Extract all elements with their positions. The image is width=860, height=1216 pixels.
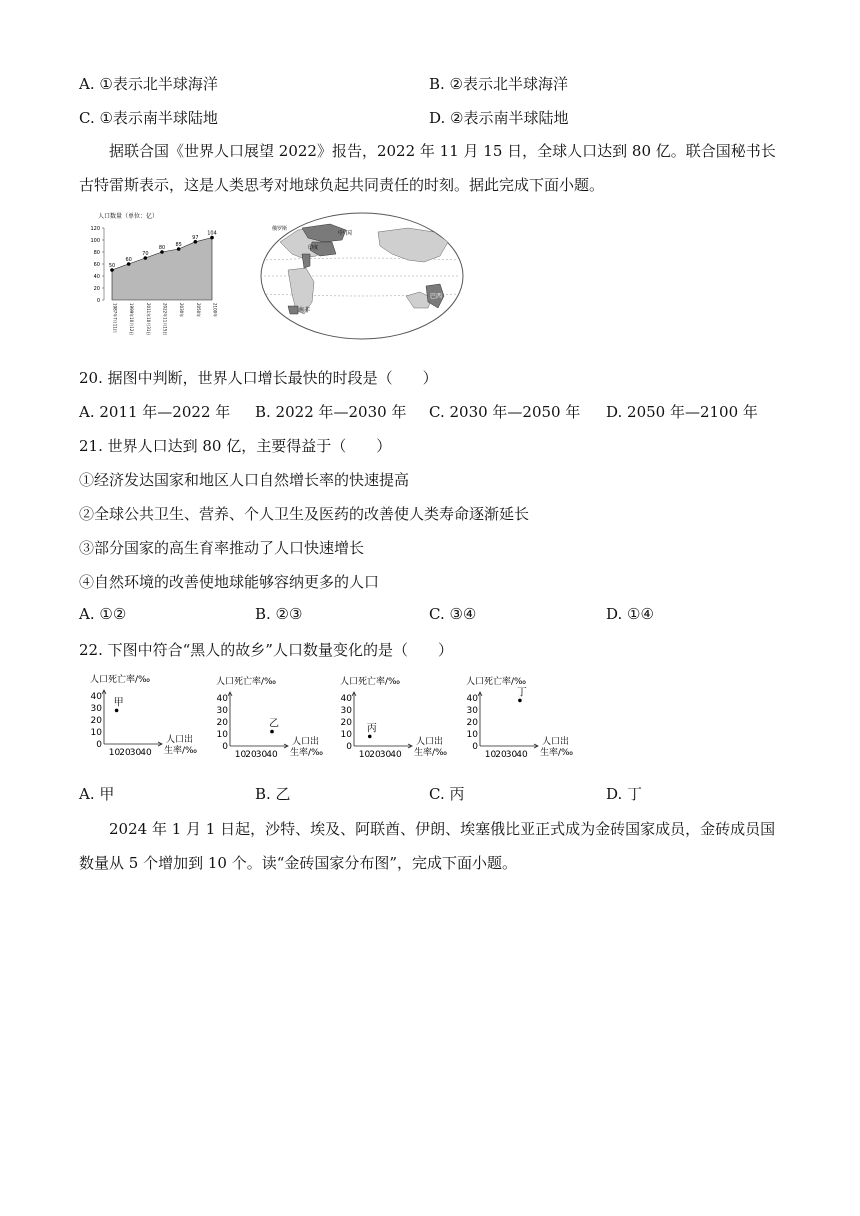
y-tick-label: 10 xyxy=(90,728,102,738)
q19-option-c: C. ①表示南半球陆地 xyxy=(79,109,218,127)
q19-option-b: B. ②表示北半球海洋 xyxy=(429,75,569,93)
scatter-chart-jia xyxy=(84,672,214,772)
y-axis xyxy=(90,226,104,304)
intro-paragraph-brics: 2024 年 1 月 1 日起，沙特、埃及、阿联酋、伊朗、埃塞俄比亚正式成为金砖国家成员，金砖成员国数量从 5 个增加到 10 个。读“金砖国家分布图”，完成下面小题。 xyxy=(79,820,776,872)
q21-option-c: C. ③④ xyxy=(429,605,477,623)
south-africa-shape xyxy=(288,306,298,314)
scatter-chart-yi xyxy=(210,674,340,774)
x-tick-label: 30 xyxy=(255,750,268,760)
scatter-point xyxy=(518,699,522,703)
q21-statement-3: ③部分国家的高生育率推动了人口快速增长 xyxy=(79,539,365,557)
x-axis-label-line1: 人口出 xyxy=(416,737,444,747)
y-tick-label: 0 xyxy=(346,742,352,752)
y-tick-label: 0 xyxy=(472,742,478,752)
y-tick-label: 30 xyxy=(216,706,228,716)
data-label: 80 xyxy=(158,245,166,251)
x-tick-label: 2050年 xyxy=(195,303,201,318)
scatter-point xyxy=(270,730,274,734)
y-tick-label: 0 xyxy=(96,298,100,304)
q20-option-a: A. 2011 年—2022 年 xyxy=(79,403,231,421)
q21-statement-1: ①经济发达国家和地区人口自然增长率的快速提高 xyxy=(79,471,410,489)
x-axis-label-line2: 生率/‰ xyxy=(540,748,574,758)
intro-paragraph-population: 据联合国《世界人口展望 2022》报告，2022 年 11 月 15 日，全球人口达到 80 亿。联合国秘书长古特雷斯表示，这是人类思考对地球负起共同责任的时刻。据此完成下面小题。 xyxy=(79,142,776,194)
point-label: 丙 xyxy=(366,723,377,735)
q19-option-d: D. ②表示南半球陆地 xyxy=(429,109,569,127)
x-tick-label: 10 xyxy=(108,748,121,758)
x-tick-label: 20 xyxy=(119,748,131,758)
x-tick-label: 1999年10月12日 xyxy=(129,303,135,336)
x-axis-label-line1: 人口出 xyxy=(292,737,320,747)
q21-option-b: B. ②③ xyxy=(255,605,303,623)
data-label: 85 xyxy=(175,242,182,248)
y-tick-label: 40 xyxy=(216,694,228,704)
y-tick-label: 30 xyxy=(90,704,102,714)
x-axis-label-line2: 生率/‰ xyxy=(414,748,448,758)
y-tick-label: 120 xyxy=(90,226,100,232)
q21-statement-4: ④自然环境的改善使地球能够容纳更多的人口 xyxy=(79,573,380,591)
world-population-chart xyxy=(88,206,248,346)
x-tick-label: 20 xyxy=(245,750,257,760)
point-label: 乙 xyxy=(269,718,279,730)
label-china: 中 国 xyxy=(338,230,352,237)
q22-option-d: D. 丁 xyxy=(606,785,643,803)
label-india: 印度 xyxy=(308,245,319,251)
q22-option-b: B. 乙 xyxy=(255,785,291,803)
y-tick-label: 40 xyxy=(93,274,100,280)
y-tick-label: 10 xyxy=(340,730,352,740)
q19-option-a: A. ①表示北半球海洋 xyxy=(79,75,218,93)
chart-title: 人口数量（单位：亿） xyxy=(98,213,159,220)
y-tick-label: 40 xyxy=(466,694,478,704)
x-tick-label: 2030年 xyxy=(179,303,185,318)
y-tick-label: 80 xyxy=(93,250,100,256)
x-axis-label-line2: 生率/‰ xyxy=(290,748,324,758)
x-tick-label: 10 xyxy=(358,750,371,760)
point-label: 甲 xyxy=(113,697,124,709)
data-label: 50 xyxy=(108,263,116,269)
y-axis-label: 人口死亡率/‰ xyxy=(466,677,527,687)
y-tick-label: 60 xyxy=(93,262,100,268)
x-tick-label: 30 xyxy=(505,750,518,760)
x-tick-label: 30 xyxy=(129,748,142,758)
y-tick-label: 20 xyxy=(93,286,100,292)
y-tick-label: 30 xyxy=(340,706,352,716)
q21-option-d: D. ①④ xyxy=(606,605,654,623)
y-tick-label: 20 xyxy=(90,716,102,726)
x-tick-label: 30 xyxy=(379,750,392,760)
y-tick-label: 10 xyxy=(466,730,478,740)
x-axis xyxy=(113,303,219,335)
x-tick-label: 2100年 xyxy=(212,303,218,318)
y-tick-label: 0 xyxy=(222,742,228,752)
world-map xyxy=(258,210,466,342)
x-tick-label: 20 xyxy=(369,750,381,760)
y-tick-label: 40 xyxy=(340,694,352,704)
data-label: 60 xyxy=(125,257,132,263)
data-label: 97 xyxy=(192,234,199,241)
x-tick-label: 10 xyxy=(484,750,497,760)
q20-option-c: C. 2030 年—2050 年 xyxy=(429,403,581,421)
x-axis-label-line1: 人口出 xyxy=(166,735,194,745)
x-axis-label-line1: 人口出 xyxy=(542,737,570,747)
label-brazil: 巴西 xyxy=(430,293,443,300)
data-label: 104 xyxy=(207,230,217,237)
x-tick-label: 2022年11月15日 xyxy=(162,303,168,336)
x-tick-label: 40 xyxy=(140,748,152,758)
q22-option-a: A. 甲 xyxy=(79,785,115,803)
q21-stem: 21. 世界人口达到 80 亿，主要得益于（ ） xyxy=(79,437,392,455)
point-label: 丁 xyxy=(516,687,527,699)
y-tick-label: 10 xyxy=(216,730,228,740)
scatter-point xyxy=(368,735,372,739)
scatter-chart-bing xyxy=(334,674,464,774)
y-tick-label: 20 xyxy=(216,718,228,728)
y-tick-label: 0 xyxy=(96,740,102,750)
q21-statement-2: ②全球公共卫生、营养、个人卫生及医药的改善使人类寿命逐渐延长 xyxy=(79,505,530,523)
q22-stem: 22. 下图中符合“黑人的故乡”人口数量变化的是（ ） xyxy=(79,641,453,659)
x-tick-label: 2011年10月31日 xyxy=(145,303,151,336)
x-tick-label: 10 xyxy=(234,750,247,760)
q21-option-a: A. ①② xyxy=(79,605,127,623)
x-tick-label: 40 xyxy=(516,750,528,760)
scatter-chart-ding xyxy=(460,674,590,774)
q20-option-b: B. 2022 年—2030 年 xyxy=(255,403,407,421)
q20-stem: 20. 据图中判断，世界人口增长最快的时段是（ ） xyxy=(79,369,438,387)
q20-option-d: D. 2050 年—2100 年 xyxy=(606,403,758,421)
x-tick-label: 40 xyxy=(390,750,402,760)
x-tick-label: 20 xyxy=(495,750,507,760)
y-tick-label: 20 xyxy=(466,718,478,728)
x-tick-label: 1987年7月11日 xyxy=(112,303,118,333)
y-axis-label: 人口死亡率/‰ xyxy=(216,677,277,687)
y-axis-label: 人口死亡率/‰ xyxy=(340,677,401,687)
data-label: 70 xyxy=(142,251,149,257)
label-south-africa: 南非 xyxy=(298,307,311,314)
scatter-point xyxy=(115,709,119,713)
y-tick-label: 100 xyxy=(90,238,100,244)
y-axis-label: 人口死亡率/‰ xyxy=(90,675,151,685)
y-tick-label: 40 xyxy=(90,692,102,702)
x-axis-label-line2: 生率/‰ xyxy=(164,746,198,756)
label-russia: 俄罗斯 xyxy=(272,226,288,232)
y-tick-label: 30 xyxy=(466,706,478,716)
x-tick-label: 40 xyxy=(266,750,278,760)
y-tick-label: 20 xyxy=(340,718,352,728)
q22-option-c: C. 丙 xyxy=(429,785,465,803)
